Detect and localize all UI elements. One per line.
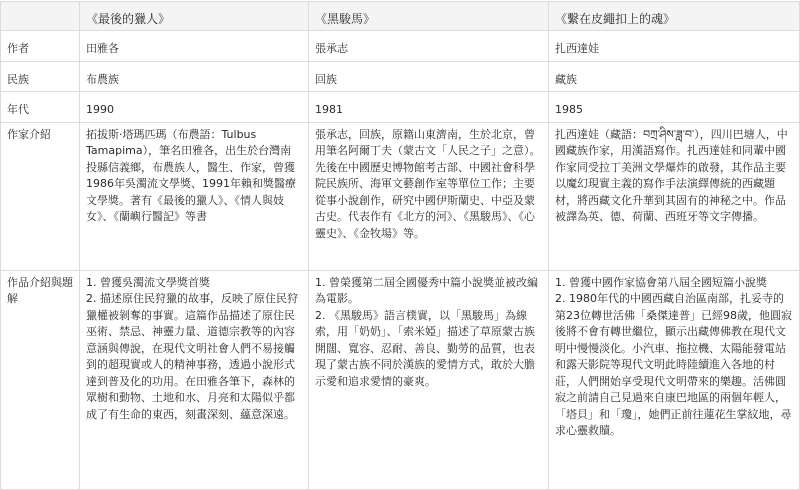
cell-intro-3: 扎西達娃（藏語：བཀྲ་ཤིས་ཟླ་བ་），四川巴塘人，中國藏族作家，用漢語寫作。扎西達娃和同輩中國作家同受拉丁美洲文學爆炸的啟發，其作品主要以魔幻現實主義的寫作手法演繹傳統的西藏題材，將西藏文化升華到其固有的神秘之中。作品被譯為英、德、荷蘭、西班牙等文字傳播。 [549,122,800,270]
cell-author-1: 田雅各 [80,31,309,62]
row-label-author: 作者 [1,31,80,62]
works-3-point-1: 1. 曾獲中國作家協會第八屆全國短篇小說獎 [555,275,767,289]
header-work-tibet-soul: 《繫在皮繩扣上的魂》 [549,2,800,31]
cell-intro-2: 張承志，回族，原籍山東濟南，生於北京，曾用筆名阿爾丁夫（蒙古文「人民之子」之意）。先後在中國歷史博物館考古部、中國社會科學院民族所、海軍文藝創作室等單位工作；主要從事小說創作，研究中國伊斯蘭史、中亞及蒙古史。代表作有《北方的河》、《黑駿馬》、《心靈史》、《金牧場》等。 [309,122,549,270]
works-1-point-1: 1. 曾獲吳濁流文學獎首獎 [86,275,210,289]
row-label-works: 作品介紹與題解 [1,270,80,489]
row-label-year: 年代 [1,92,80,123]
works-1-point-2: 2. 描述原住民狩獵的故事，反映了原住民狩獵權被剝奪的事實。這篇作品描述了原住民巫術、禁忌、神靈力量、道德宗教等的內容意涵與傳說，在現代文明社會人們不易接觸到的超現實或人的精神事務，透過小說形式達到普及化的功用。在田雅各筆下，森林的眾樹和動物、土地和水、月亮和太陽似乎都成了有生命的東西，刻畫深刻、蘊意深遠。 [86,292,298,421]
header-row [1,2,800,31]
cell-year-2: 1981 [309,92,549,123]
cell-ethnicity-1: 布農族 [80,61,309,92]
cell-ethnicity-3: 藏族 [549,61,800,92]
table-row-year [1,92,800,123]
comparison-table [0,1,800,490]
cell-author-3: 扎西達娃 [549,31,800,62]
cell-works-1 [80,270,309,489]
works-3-point-2: 2. 1980年代的中國西藏自治區南部，扎妥寺的第23位轉世活佛「桑傑達普」已經98歲，他圓寂後將不會有轉世繼位，顯示出藏傳佛教在現代文明中慢慢淡化。小汽車、拖拉機、太陽能發電站和露天影院等現代文明此時陸續進入各地的村莊，人們開始享受現代文明帶來的樂趣。活佛圓寂之前請自己見過來自康巴地區的兩個年輕人，「塔貝」和「瓊」，她們正前往蓮花生掌紋地，尋求心靈救贖。 [555,292,792,437]
header-corner-cell [1,2,80,31]
cell-intro-1: 拓拔斯·塔瑪匹瑪（布農語：Tulbus Tamapima），筆名田雅各，出生於台灣南投縣信義鄉，布農族人，醫生、作家，曾獲1986年吳濁流文學獎、1991年賴和獎醫療文學獎。著有《最後的獵人》、《情人與妓女》、《蘭嶼行醫記》等書 [80,122,309,270]
cell-year-3: 1985 [549,92,800,123]
cell-works-3 [549,270,800,489]
cell-year-1: 1990 [80,92,309,123]
cell-ethnicity-2: 回族 [309,61,549,92]
table-row-works [1,270,800,489]
table-row-author-intro [1,122,800,270]
cell-author-2: 張承志 [309,31,549,62]
cell-works-2 [309,270,549,489]
header-work-black-steed: 《黑駿馬》 [309,2,549,31]
row-label-intro: 作家介紹 [1,122,80,270]
row-label-ethnicity: 民族 [1,61,80,92]
works-2-point-2: 2. 《黑駿馬》語言樸實，以「黑駿馬」為線索，用「奶奶」、「索米婭」描述了草原蒙古族開闊、寬容、忍耐、善良、勤勞的品質，也表現了蒙古族不同於漢族的愛情方式，敢於大膽示愛和追求愛情的豪爽。 [315,308,535,388]
works-2-point-1: 1. 曾榮獲第二屆全國優秀中篇小說獎並被改編為電影。 [315,275,538,305]
header-work-hunter: 《最後的獵人》 [80,2,309,31]
table-row-ethnicity [1,61,800,92]
table-row-author [1,31,800,62]
